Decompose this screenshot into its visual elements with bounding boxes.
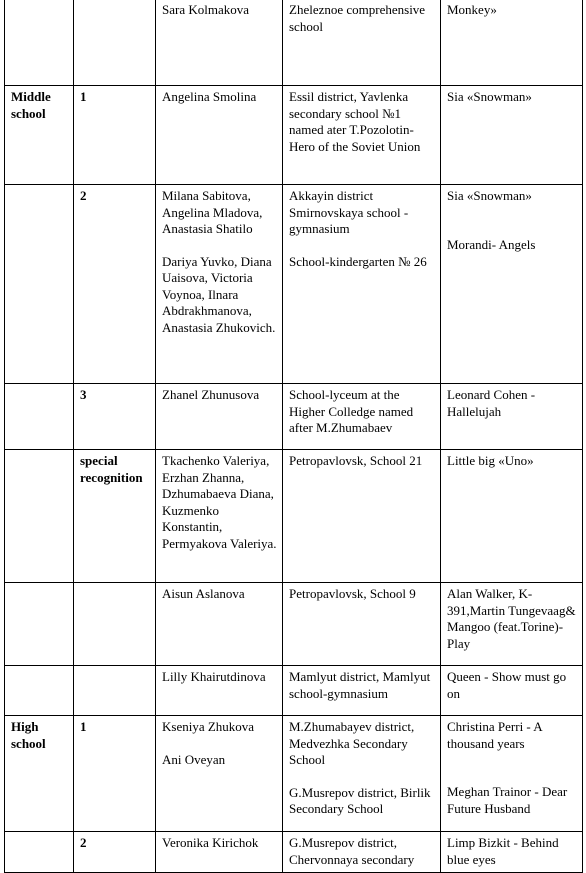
song-cell xyxy=(441,832,583,873)
song-cell xyxy=(441,384,583,450)
school-name: Akkayin district Smirnovskaya school - gymnasium xyxy=(289,188,409,236)
school-name: Mamlyut district, Mamlyut school-gymnasium xyxy=(289,669,431,701)
song-title: Monkey» xyxy=(447,2,497,17)
school-cell xyxy=(283,450,441,583)
school-name: School-kindergarten № 26 xyxy=(289,253,427,269)
participant-name: Zhanel Zhunusova xyxy=(162,387,260,402)
table-row xyxy=(5,86,583,185)
song-title: Sia «Snowman» xyxy=(447,188,532,203)
category-cell: Middle school xyxy=(5,86,74,185)
participant-group: Tkachenko Valeriya, Erzhan Zhanna, Dzhumabaeva Diana, Kuzmenko Konstantin, Permyakova Valeriya. xyxy=(162,453,277,551)
participant-group: Dariya Yuvko, Diana Uaisova, Victoria Voynoa, Ilnara Abdrakhmanova, Anastasia Zhukovich. xyxy=(162,253,276,335)
school-name: School-lyceum at the Higher Colledge named after M.Zhumabaev xyxy=(289,387,414,435)
song-title: Little big «Uno» xyxy=(447,453,534,468)
participant-name: Veronika Kirichok xyxy=(162,835,259,850)
participants-cell xyxy=(156,583,283,666)
participant-name: Ani Oveyan xyxy=(162,751,226,767)
song-title: Leonard Cohen - Hallelujah xyxy=(447,387,536,419)
school-cell xyxy=(283,832,441,873)
place-cell: 2 xyxy=(74,832,156,873)
school-cell xyxy=(283,0,441,86)
table-row xyxy=(5,185,583,384)
school-cell xyxy=(283,86,441,185)
school-name: Petropavlovsk, School 21 xyxy=(289,453,423,468)
table-row xyxy=(5,384,583,450)
participants-cell xyxy=(156,185,283,384)
place-cell: 3 xyxy=(74,384,156,450)
place-cell xyxy=(74,0,156,86)
table-row xyxy=(5,832,583,873)
results-table xyxy=(4,0,583,873)
song-cell xyxy=(441,185,583,384)
table-row xyxy=(5,666,583,716)
school-name: Zheleznoe comprehensive school xyxy=(289,2,426,34)
participant-name: Lilly Khairutdinova xyxy=(162,669,266,684)
place-cell xyxy=(74,583,156,666)
place-cell: special recognition xyxy=(74,450,156,583)
school-cell xyxy=(283,185,441,384)
category-cell xyxy=(5,832,74,873)
category-cell xyxy=(5,0,74,86)
table-row xyxy=(5,0,583,86)
participants-cell xyxy=(156,832,283,873)
table-row xyxy=(5,583,583,666)
category-cell xyxy=(5,384,74,450)
school-cell xyxy=(283,384,441,450)
place-cell: 2 xyxy=(74,185,156,384)
song-cell xyxy=(441,450,583,583)
participants-cell xyxy=(156,384,283,450)
participant-group: Milana Sabitova, Angelina Mladova, Anastasia Shatilo xyxy=(162,188,263,236)
song-cell xyxy=(441,0,583,86)
school-name: G.Musrepov district, Chervonnaya secondary xyxy=(289,835,415,867)
category-cell xyxy=(5,583,74,666)
participants-cell xyxy=(156,666,283,716)
school-name: M.Zhumabayev district, Medvezhka Secondary School xyxy=(289,719,415,767)
participant-name: Angelina Smolina xyxy=(162,89,257,104)
song-cell xyxy=(441,666,583,716)
song-cell xyxy=(441,86,583,185)
song-title: Meghan Trainor - Dear Future Husband xyxy=(447,784,568,816)
participants-cell xyxy=(156,86,283,185)
place-cell: 1 xyxy=(74,716,156,832)
school-cell xyxy=(283,666,441,716)
school-name: Essil district, Yavlenka secondary school №1 named ater T.Pozolotin-Hero of the Soviet Union xyxy=(289,89,421,154)
song-cell xyxy=(441,716,583,832)
school-name: G.Musrepov district, Birlik Secondary School xyxy=(289,784,431,816)
school-cell xyxy=(283,716,441,832)
song-cell xyxy=(441,583,583,666)
table-row xyxy=(5,716,583,832)
song-title: Limp Bizkit - Behind blue eyes xyxy=(447,835,559,867)
song-title: Morandi- Angels xyxy=(447,236,536,252)
place-cell xyxy=(74,666,156,716)
category-cell: High school xyxy=(5,716,74,832)
category-cell xyxy=(5,185,74,384)
participant-name: Aisun Aslanova xyxy=(162,586,245,601)
participants-cell xyxy=(156,716,283,832)
song-title: Alan Walker, K-391,Martin Tungevaag& Mangoo (feat.Torine)-Play xyxy=(447,586,576,651)
song-title: Christina Perri - A thousand years xyxy=(447,719,542,751)
participants-cell xyxy=(156,450,283,583)
participant-name: Kseniya Zhukova xyxy=(162,719,255,734)
category-cell xyxy=(5,450,74,583)
place-cell: 1 xyxy=(74,86,156,185)
category-cell xyxy=(5,666,74,716)
participants-cell xyxy=(156,0,283,86)
song-title: Queen - Show must go on xyxy=(447,669,567,701)
table-row xyxy=(5,450,583,583)
school-cell xyxy=(283,583,441,666)
participant-name: Sara Kolmakova xyxy=(162,2,250,17)
school-name: Petropavlovsk, School 9 xyxy=(289,586,416,601)
song-title: Sia «Snowman» xyxy=(447,89,532,104)
